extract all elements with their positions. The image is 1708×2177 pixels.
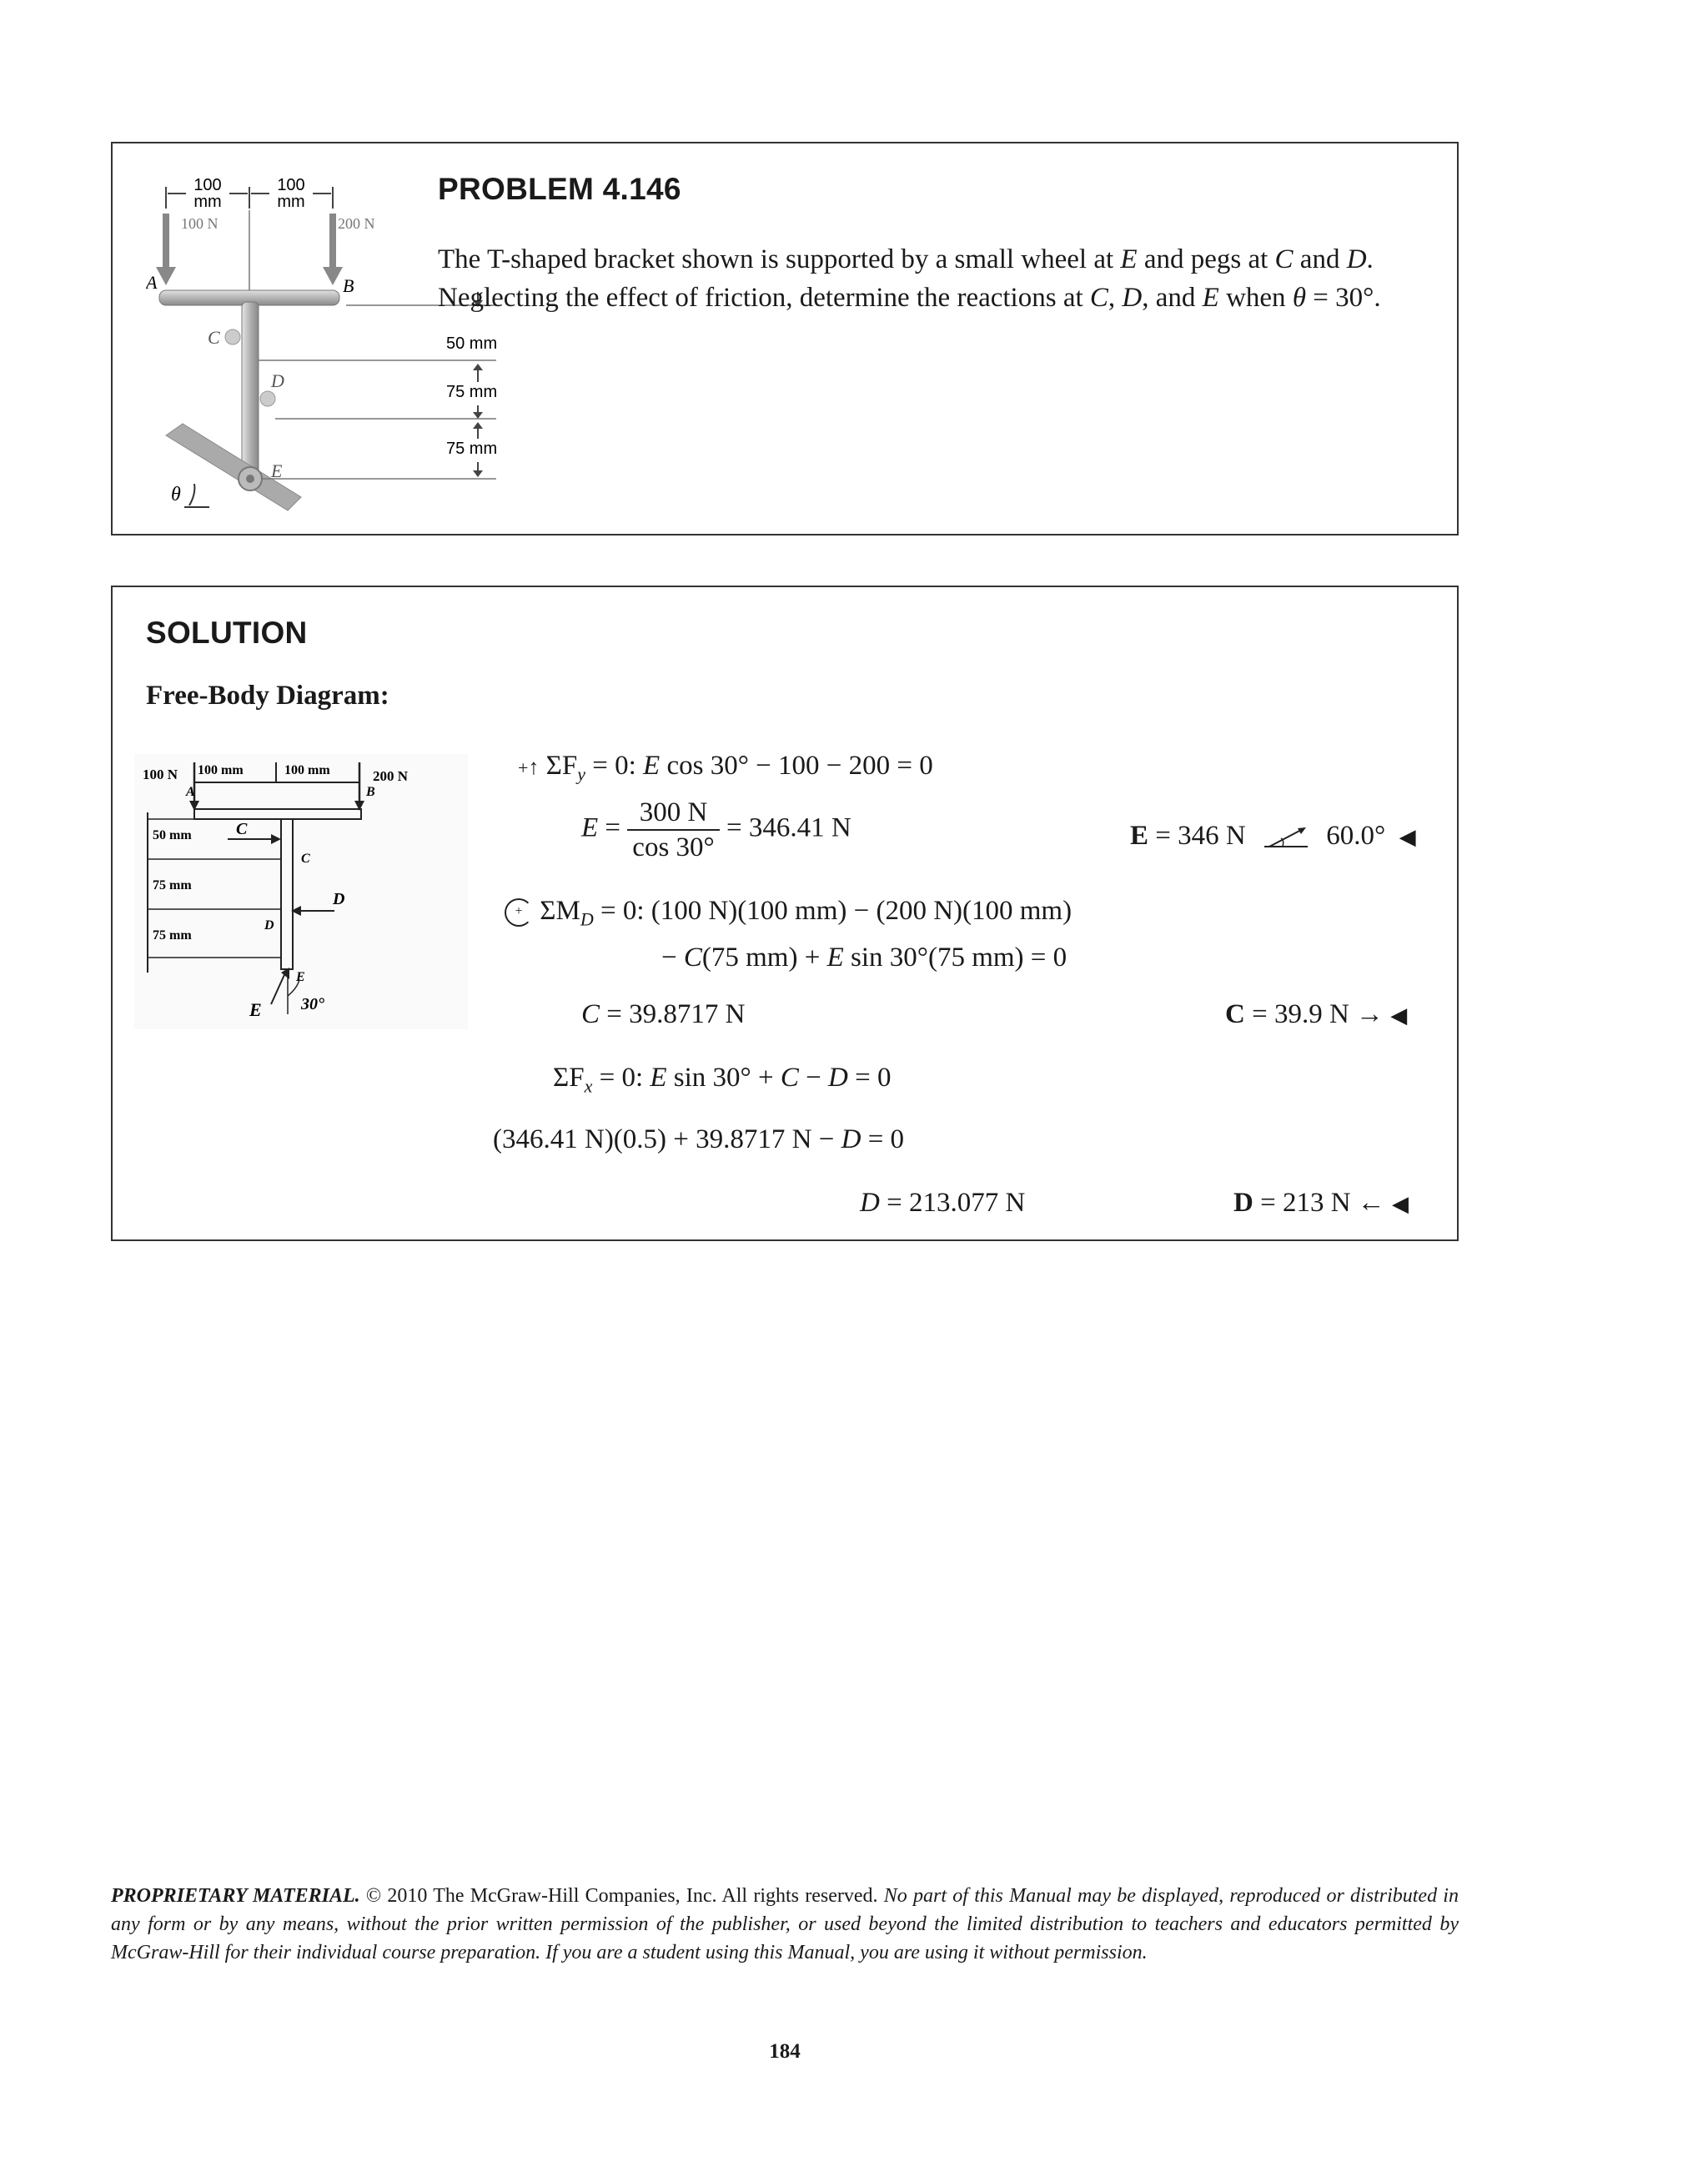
eq-sum-md: + $\Sigma M_D = 0$: (100 N)(100 mm) − (200 N)(100 mm)	[505, 894, 1072, 937]
page-number: 184	[769, 2040, 801, 2063]
eq-sum-fx: $\Sigma F_x = 0$: E sin 30° + C − D = 0	[553, 1063, 892, 1097]
ccw-moment-icon: +	[505, 898, 533, 927]
fbd-dim-top-left: 100 mm	[198, 763, 244, 777]
fbd-label-e1: E	[296, 970, 305, 984]
label-d: D	[271, 370, 284, 391]
fbd-angle: 30°	[301, 995, 324, 1013]
eq-sum-fy: +↑ $\Sigma F_y = 0$: E cos 30° − 100 − 200 = 0	[518, 751, 933, 785]
dim-left-unit: mm	[193, 193, 222, 211]
force-right-label: 200 N	[338, 215, 375, 232]
fbd-title: Free-Body Diagram:	[146, 681, 389, 711]
fbd-dim-50: 50 mm	[153, 828, 192, 842]
force-arrow-left	[163, 214, 169, 272]
result-c: C = 39.9 N → ◀	[1225, 999, 1408, 1029]
angle-60-icon	[1261, 825, 1311, 850]
fbd-label-d1: D	[333, 890, 345, 908]
problem-title: PROBLEM 4.146	[438, 172, 681, 206]
fbd-dim-75b: 75 mm	[153, 928, 192, 943]
footer-lead: PROPRIETARY MATERIAL.	[111, 1885, 360, 1907]
problem-statement-line-1: The T-shaped bracket shown is supported by a small wheel at E and pegs at C and D.	[438, 244, 1374, 274]
eq-e-solve: E = $\frac{300 N}{\cos 30^\circ}$ = 346.41 N	[581, 797, 851, 862]
problem-statement-line-2: Neglecting the effect of friction, determine the reactions at C, D, and E when θ = 30°.	[438, 283, 1381, 313]
t-bracket-stem	[242, 302, 259, 474]
eq-moment-cont: − C(75 mm) + E sin 30°(75 mm) = 0	[661, 943, 1068, 973]
problem-box	[111, 142, 1459, 535]
footer-copyright: © 2010 The McGraw-Hill Companies, Inc. All rights reserved.	[359, 1885, 878, 1907]
solution-box	[111, 586, 1459, 1241]
dim-left-top: 100	[193, 176, 222, 194]
eq-d-substitute: (346.41 N)(0.5) + 39.8717 N − D = 0	[493, 1124, 905, 1154]
footer-notice: No part of this Manual may be displayed, reproduced or distributed in any form or by any means, without the prior written permission of the publisher, or used beyond the limited distribution to teachers and educators permitted by McGraw-Hill for their individual course preparation. If you are a student using this Manual, you are using it without permission.	[111, 1885, 1459, 1963]
peg-c	[225, 329, 240, 344]
dim-75a: 75 mm	[446, 383, 498, 401]
problem-figure	[146, 168, 513, 519]
free-body-diagram	[134, 754, 468, 1029]
end-marker-icon: ◀	[1399, 825, 1416, 849]
eq-e-fraction: $\frac{300 N}{\cos 30^\circ}$	[627, 796, 719, 864]
label-c: C	[208, 327, 220, 348]
fbd-force-right: 200 N	[373, 768, 409, 784]
copyright-notice	[111, 1882, 1459, 1967]
label-a: A	[146, 272, 158, 293]
force-left-label: 100 N	[181, 215, 219, 232]
end-marker-icon: ◀	[1392, 1192, 1409, 1216]
result-e: E = 346 N 60.0° ◀	[1130, 821, 1416, 851]
fbd-dim-75a: 75 mm	[153, 878, 192, 892]
eq-c-value: C = 39.8717 N	[581, 999, 746, 1029]
eq-d-value: D = 213.077 N	[860, 1188, 1026, 1218]
label-e: E	[271, 460, 283, 481]
fbd-label-a: A	[186, 785, 195, 799]
solution-title: SOLUTION	[146, 616, 308, 650]
dim-right-unit: mm	[277, 193, 305, 211]
result-d: D = 213 N ← ◀	[1233, 1188, 1409, 1218]
fbd-label-e2: E	[249, 999, 262, 1020]
fbd-label-c1: C	[236, 820, 248, 838]
fbd-force-left: 100 N	[143, 767, 178, 782]
end-marker-icon: ◀	[1390, 1003, 1408, 1028]
fbd-label-b: B	[366, 785, 375, 799]
dim-50: 50 mm	[446, 334, 498, 353]
peg-d	[260, 391, 275, 406]
dim-75b: 75 mm	[446, 440, 498, 458]
fbd-dim-top-right: 100 mm	[284, 763, 330, 777]
fbd-label-d2: D	[264, 918, 274, 933]
label-theta: θ	[171, 484, 181, 505]
fbd-label-c2: C	[301, 852, 310, 866]
force-arrow-right	[329, 214, 336, 272]
dim-right-top: 100	[277, 176, 305, 194]
label-b: B	[343, 275, 354, 296]
